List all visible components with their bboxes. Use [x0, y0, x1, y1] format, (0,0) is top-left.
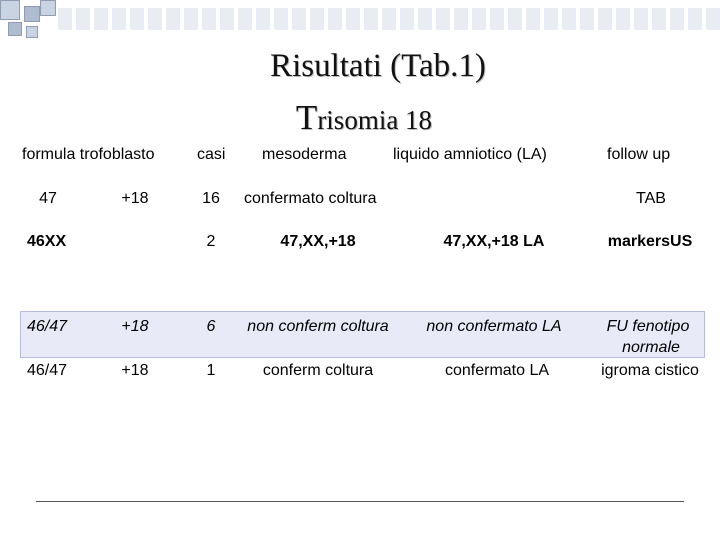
row1-extra: +18 — [121, 190, 149, 207]
row1-casi: 16 — [202, 190, 220, 207]
row4-formula: 46/47 — [27, 362, 68, 379]
row3-extra: +18 — [121, 318, 149, 335]
subtitle-text: risomia 18 — [317, 105, 433, 135]
row4-liquido: confermato LA — [444, 362, 550, 379]
row3-liquido: non confermato LA — [426, 318, 562, 335]
row3-follow-up-line2: normale — [622, 339, 680, 356]
header-casi: casi — [197, 146, 226, 163]
corner-square-decoration — [24, 6, 40, 22]
top-decorative-band — [56, 8, 720, 30]
row4-follow-up: igroma cistico — [601, 362, 699, 379]
header-mesoderma: mesoderma — [262, 146, 347, 163]
row4-casi: 1 — [206, 362, 216, 379]
corner-square-decoration — [26, 26, 38, 38]
row3-mesoderma: non conferm coltura — [247, 318, 389, 335]
row2-casi: 2 — [206, 233, 216, 250]
row2-mesoderma: 47,XX,+18 — [280, 233, 356, 250]
header-liquido-amniotico: liquido amniotico (LA) — [393, 146, 547, 163]
slide-subtitle — [0, 98, 720, 138]
row4-mesoderma: conferm coltura — [262, 362, 374, 379]
row3-follow-up-line1: FU fenotipo — [606, 318, 690, 335]
row1-follow-up: TAB — [636, 190, 666, 207]
row2-liquido: 47,XX,+18 LA — [443, 233, 545, 250]
corner-square-decoration — [40, 0, 56, 16]
row4-extra: +18 — [121, 362, 149, 379]
row1-formula: 47 — [39, 190, 57, 207]
corner-square-decoration — [0, 0, 20, 20]
footer-divider — [36, 501, 684, 502]
header-follow-up: follow up — [607, 146, 671, 163]
row2-formula: 46XX — [27, 233, 67, 250]
subtitle-initial: T — [295, 98, 318, 137]
row2-follow-up: markersUS — [607, 233, 693, 250]
row3-formula: 46/47 — [27, 318, 68, 335]
row3-casi: 6 — [206, 318, 216, 335]
corner-square-decoration — [8, 22, 22, 36]
slide-title: Risultati (Tab.1) — [270, 48, 486, 84]
row1-mesoderma: confermato coltura — [244, 190, 377, 207]
header-formula-trofoblasto: formula trofoblasto — [22, 146, 155, 163]
